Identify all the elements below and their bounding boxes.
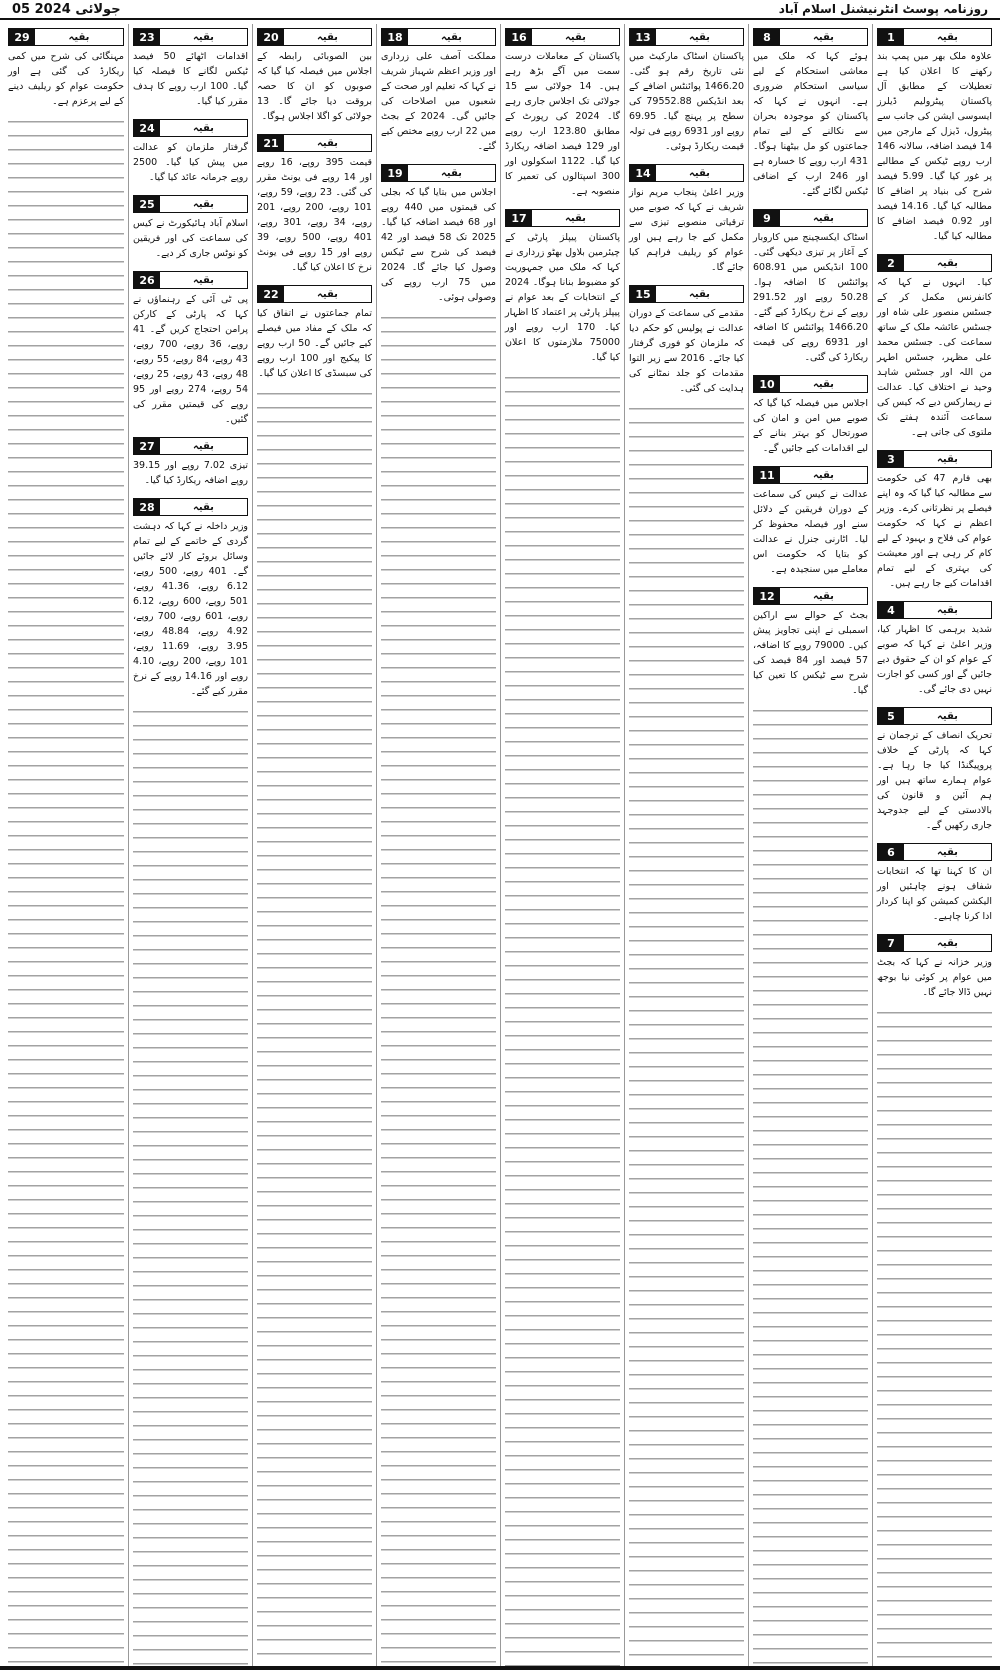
continuation-label: بقیہ <box>565 31 586 43</box>
continuation-tag <box>505 28 620 46</box>
story-body: گرفتار ملزمان کو عدالت میں پیش کیا گیا۔ 2500 روپے جرمانہ عائد کیا گیا۔ <box>133 142 248 183</box>
story-number: 20 <box>258 29 284 45</box>
story <box>133 115 248 185</box>
story-body: اسلام آباد ہائیکورٹ نے کیس کی سماعت کی اور فریقین کو نوٹس جاری کر دیے۔ <box>133 218 248 259</box>
story-number: 9 <box>754 210 780 226</box>
story-body: علاوہ ملک بھر میں پمپ بند رکھنے کا اعلان کیا ہے تعطیلات کے مطابق آل پاکستان پیٹرولیم ڈیلرز ایسوسی ایشن کی جانب سے پیٹرول، ڈیزل کے مارجن میں 14 فیصد اضافہ، سالانہ 146 ارب روپے ٹیکس کے مطالبے پر غور کیا گیا۔ 5.99 فیصد شرح کی بنیاد پر اضافے کا مطالبہ کیا گیا۔ 14.16 فیصد اور 0.92 فیصد اضافے کا مطالبہ کیا گیا۔ <box>877 51 992 242</box>
column-2 <box>748 24 872 1666</box>
continuation-label: بقیہ <box>937 937 958 949</box>
story <box>133 494 248 699</box>
story <box>877 446 992 591</box>
story-body: مملکت آصف علی زرداری اور وزیر اعظم شہباز شریف نے کہا کہ تعلیم اور صحت کے شعبوں میں اصلاحات کی جائیں گی۔ 2024 کے بجٹ میں 22 ارب روپے مختص کیے گئے۔ <box>381 51 497 152</box>
column-continuation-text <box>505 371 620 1666</box>
story <box>877 250 992 440</box>
continuation-label: بقیہ <box>937 846 958 858</box>
story-number: 16 <box>506 29 532 45</box>
continuation-label: بقیہ <box>937 710 958 722</box>
continuation-label: بقیہ <box>317 137 338 149</box>
story-body: اقدامات اٹھائے 50 فیصد ٹیکس لگانے کا فیصلہ کیا گیا۔ 100 ارب روپے کا ہدف مقرر کیا گیا۔ <box>133 51 248 107</box>
text-lines <box>257 387 372 1666</box>
column-continuation-text <box>753 704 868 1666</box>
story <box>753 371 868 456</box>
story-body: پاکستان اسٹاک مارکیٹ میں نئی تاریخ رقم ہو گئی۔ 1466.20 پوائنٹس اضافے کے بعد انڈیکس 79552.88 کی سطح پر پہنچ گیا۔ 69.95 روپے اور 6931 روپے فی تولہ قیمت ریکارڈ ہوئی۔ <box>629 51 744 152</box>
story-body: بجٹ کے حوالے سے اراکین اسمبلی نے اپنی تجاویز پیش کیں۔ 79000 روپے کا اضافہ، 57 فیصد اور 84 فیصد کی شرح سے ٹیکس کا تعین کیا گیا۔ <box>753 610 868 696</box>
story-body: عدالت نے کیس کی سماعت کے دوران فریقین کے دلائل سنے اور فیصلہ محفوظ کر لیا۔ اٹارنی جنرل نے عدالت کو بتایا کہ حکومت اس معاملے میں سنجیدہ ہے۔ <box>753 489 868 575</box>
story-number: 2 <box>878 255 904 271</box>
continuation-tag <box>877 28 992 46</box>
masthead <box>0 0 1000 20</box>
story <box>505 24 620 199</box>
story <box>381 160 496 305</box>
continuation-tag <box>877 601 992 619</box>
story <box>753 24 868 199</box>
story <box>133 267 248 427</box>
story-number: 18 <box>382 29 408 45</box>
story-body: اجلاس میں بتایا گیا کہ بجلی کی قیمتوں میں 440 روپے اور 68 فیصد اضافہ کیا گیا۔ 2025 تک 58 فیصد اور 42 فیصد کی شرح سے ٹیکس وصول کیا جائے گا۔ 2024 میں 75 ارب روپے کی وصولی ہوئی۔ <box>381 187 496 303</box>
story-number: 25 <box>134 196 160 212</box>
story-body: اجلاس میں فیصلہ کیا گیا کہ صوبے میں امن و امان کی صورتحال کو بہتر بنانے کے لیے اقدامات کیے جائیں گے۔ <box>753 398 868 454</box>
story <box>753 583 868 698</box>
continuation-tag <box>877 450 992 468</box>
footer-rule <box>0 1666 1000 1670</box>
story <box>257 24 372 124</box>
continuation-label: بقیہ <box>937 31 958 43</box>
continuation-tag <box>133 498 248 516</box>
story-body: پی ٹی آئی کے رہنماؤں نے کہا کہ پارٹی کے کارکن پرامن احتجاج کریں گے۔ 41 روپے، 36 روپے، 700 روپے، 43 روپے، 84 روپے، 55 روپے، 48 روپے، 43 روپے، 25 روپے، 54 روپے، 274 روپے اور 95 روپے کی قیمتیں مقرر کی گئیں۔ <box>133 294 248 425</box>
story-number: 15 <box>630 286 656 302</box>
continuation-label: بقیہ <box>441 31 462 43</box>
story <box>753 205 868 365</box>
story-number: 3 <box>878 451 904 467</box>
continuation-tag <box>629 28 744 46</box>
continuation-label: بقیہ <box>689 31 710 43</box>
story-number: 7 <box>878 935 904 951</box>
story-body: پاکستان پیپلز پارٹی کے چیئرمین بلاول بھٹو زرداری نے کہا کہ ملک میں جمہوریت کو مضبوط بنانا ہوگا۔ 2024 کے انتخابات کے بعد عوام نے پیپلز پارٹی پر اعتماد کا اظہار کیا۔ 170 ارب روپے اور 75000 ملازمتوں کا اعلان کیا گیا۔ <box>505 232 620 363</box>
continuation-tag <box>629 285 744 303</box>
continuation-tag <box>133 437 248 455</box>
story <box>629 160 744 275</box>
continuation-tag <box>8 28 124 46</box>
column-4 <box>500 24 624 1666</box>
story-number: 14 <box>630 165 656 181</box>
continuation-tag <box>877 843 992 861</box>
continuation-tag <box>877 254 992 272</box>
story <box>381 24 496 154</box>
story-body: ہوئے کہا کہ ملک میں معاشی استحکام کے لیے سیاسی استحکام ضروری ہے۔ انہوں نے کہا کہ پاکستان کو موجودہ بحران سے نکالنے کے لیے تمام جماعتوں کو مل بیٹھنا ہوگا۔ 431 ارب روپے کا خسارہ ہے اور 246 ارب کے اضافی ٹیکس لگائے گئے۔ <box>753 51 868 197</box>
continuation-label: بقیہ <box>937 453 958 465</box>
column-7 <box>128 24 252 1666</box>
story <box>877 839 992 924</box>
newspaper-page <box>4 24 996 1666</box>
story <box>133 24 248 109</box>
text-lines <box>8 115 124 1666</box>
story-body: اسٹاک ایکسچینج میں کاروبار کے آغاز پر تیزی دیکھی گئی۔ 100 انڈیکس میں 608.91 پوائنٹس کا اضافہ ہوا۔ 50.28 روپے اور 291.52 روپے کے نرخ ریکارڈ کیے گئے۔ 1466.20 پوائنٹس کا اضافہ اور 6931 روپے کی قیمت ریکارڈ کی گئی۔ <box>753 232 868 363</box>
column-continuation-text <box>877 1006 992 1666</box>
continuation-label: بقیہ <box>937 257 958 269</box>
story-number: 6 <box>878 844 904 860</box>
story-number: 22 <box>258 286 284 302</box>
column-1 <box>872 24 996 1666</box>
story-body: مہنگائی کی شرح میں کمی ریکارڈ کی گئی ہے اور حکومت عوام کو ریلیف دینے کے لیے پرعزم ہے۔ <box>8 51 124 107</box>
story-number: 10 <box>754 376 780 392</box>
text-lines <box>381 311 496 1666</box>
story-body: بھی فارم 47 کی حکومت سے مطالبہ کیا گیا کہ وہ اپنے فیصلے پر نظرثانی کرے۔ وزیر اعظم نے کہا کہ حکومت عوام کی فلاح و بہبود کے لیے کام کر رہی ہے اور معیشت کی بہتری کے لیے تمام اقدامات کیے جا رہے ہیں۔ <box>877 473 992 589</box>
column-5 <box>376 24 500 1666</box>
continuation-label: بقیہ <box>813 378 834 390</box>
continuation-tag <box>753 28 868 46</box>
story-number: 26 <box>134 272 160 288</box>
continuation-label: بقیہ <box>689 288 710 300</box>
story-body: تیزی 7.02 روپے اور 39.15 روپے اضافہ ریکارڈ کیا گیا۔ <box>133 460 248 486</box>
column-3 <box>624 24 748 1666</box>
column-continuation-text <box>8 115 124 1666</box>
continuation-label: بقیہ <box>937 604 958 616</box>
story-number: 8 <box>754 29 780 45</box>
continuation-tag <box>877 934 992 952</box>
continuation-tag <box>257 134 372 152</box>
continuation-label: بقیہ <box>193 122 214 134</box>
story-number: 11 <box>754 467 780 483</box>
story <box>629 24 744 154</box>
continuation-tag <box>505 209 620 227</box>
story <box>133 433 248 488</box>
column-continuation-text <box>133 705 248 1666</box>
story-number: 24 <box>134 120 160 136</box>
story-number: 23 <box>134 29 160 45</box>
story-number: 1 <box>878 29 904 45</box>
continuation-tag <box>381 164 496 182</box>
story-body: وزیر خزانہ نے کہا کہ بجٹ میں عوام پر کوئی نیا بوجھ نہیں ڈالا جائے گا۔ <box>877 957 992 998</box>
continuation-label: بقیہ <box>317 288 338 300</box>
story-body: ان کا کہنا تھا کہ انتخابات شفاف ہونے چاہئیں اور الیکشن کمیشن کو اپنا کردار ادا کرنا چاہیے۔ <box>877 866 992 922</box>
continuation-tag <box>133 119 248 137</box>
continuation-label: بقیہ <box>441 167 462 179</box>
story <box>877 24 992 244</box>
story-number: 4 <box>878 602 904 618</box>
continuation-label: بقیہ <box>193 198 214 210</box>
story-body: شدید برہمی کا اظہار کیا، وزیر اعلیٰ نے کہا کہ صوبے کے عوام کو ان کے حقوق دیے جائیں گے اور کسی کو اجازت نہیں دی جائے گی۔ <box>877 624 992 695</box>
story <box>257 130 372 275</box>
story-number: 28 <box>134 499 160 515</box>
story-number: 29 <box>9 29 35 45</box>
story-number: 27 <box>134 438 160 454</box>
story-body: مقدمے کی سماعت کے دوران عدالت نے پولیس کو حکم دیا کہ ملزمان کو فوری گرفتار کیا جائے۔ 2016 سے زیر التوا مقدمات کو جلد نمٹانے کی ہدایت کی گئی۔ <box>629 308 744 394</box>
continuation-label: بقیہ <box>317 31 338 43</box>
column-continuation-text <box>381 311 496 1666</box>
story-body: بین الصوبائی رابطہ کے اجلاس میں فیصلہ کیا گیا کہ صوبوں کو ان کا حصہ بروقت دیا جائے گا۔ 13 جولائی کو اگلا اجلاس ہوگا۔ <box>257 51 372 122</box>
continuation-tag <box>133 271 248 289</box>
story <box>877 930 992 1000</box>
story <box>505 205 620 365</box>
story-number: 19 <box>382 165 408 181</box>
story-body: قیمت 395 روپے، 16 روپے اور 14 روپے فی یونٹ مقرر کی گئی۔ 23 روپے، 59 روپے، 101 روپے، 200 روپے، 201 روپے، 34 روپے، 301 روپے، 401 روپے، 500 روپے، 39 روپے اور 15 روپے فی یونٹ نرخ کا اعلان کیا گیا۔ <box>257 157 372 273</box>
continuation-tag <box>133 195 248 213</box>
story-body: تحریک انصاف کے ترجمان نے کہا کہ پارٹی کے خلاف پروپیگنڈا کیا جا رہا ہے۔ عوام ہمارے ساتھ ہیں اور ہم آئین و قانون کی بالادستی کے لیے جدوجہد جاری رکھیں گے۔ <box>877 730 992 831</box>
continuation-label: بقیہ <box>813 469 834 481</box>
continuation-tag <box>877 707 992 725</box>
continuation-label: بقیہ <box>193 440 214 452</box>
column-6 <box>252 24 376 1666</box>
continuation-tag <box>629 164 744 182</box>
continuation-label: بقیہ <box>68 31 90 43</box>
continuation-tag <box>753 466 868 484</box>
continuation-label: بقیہ <box>813 590 834 602</box>
story <box>877 703 992 833</box>
story-number: 5 <box>878 708 904 724</box>
continuation-tag <box>257 28 372 46</box>
column-8 <box>4 24 128 1666</box>
story <box>753 462 868 577</box>
story <box>133 191 248 261</box>
story <box>8 24 124 109</box>
column-continuation-text <box>629 402 744 1666</box>
continuation-label: بقیہ <box>193 501 214 513</box>
continuation-tag <box>257 285 372 303</box>
continuation-label: بقیہ <box>813 212 834 224</box>
continuation-tag <box>753 375 868 393</box>
text-lines <box>753 704 868 1666</box>
column-continuation-text <box>257 387 372 1666</box>
text-lines <box>505 371 620 1666</box>
continuation-tag <box>133 28 248 46</box>
continuation-label: بقیہ <box>565 212 586 224</box>
story-body: پاکستان کے معاملات درست سمت میں آگے بڑھ رہے ہیں۔ 14 جولائی سے 15 جولائی تک اجلاس جاری رہے گا۔ 2024 کی رپورٹ کے مطابق 123.80 ارب روپے اور 129 فیصد اضافہ ریکارڈ کیا گیا۔ 1122 اسکولوں اور 300 اسپتالوں کی تعمیر کا منصوبہ ہے۔ <box>505 51 621 197</box>
story-body: تمام جماعتوں نے اتفاق کیا کہ ملک کے مفاد میں فیصلے کیے جائیں گے۔ 50 ارب روپے کا پیکیج اور 100 ارب روپے کی سبسڈی کا اعلان کیا گیا۔ <box>257 308 372 379</box>
continuation-label: بقیہ <box>813 31 834 43</box>
story-number: 12 <box>754 588 780 604</box>
continuation-tag <box>753 587 868 605</box>
story <box>257 281 372 381</box>
continuation-label: بقیہ <box>193 274 214 286</box>
story <box>629 281 744 396</box>
story-body: وزیر داخلہ نے کہا کہ دہشت گردی کے خاتمے کے لیے تمام وسائل بروئے کار لائے جائیں گے۔ 401 روپے، 500 روپے، 6.12 روپے، 41.36 روپے، 501 روپے، 600 روپے، 6.12 روپے، 601 روپے، 700 روپے، 4.92 روپے، 48.84 روپے، 3.95 روپے، 11.69 روپے، 101 روپے، 200 روپے، 4.10 روپے اور 14.16 روپے کے نرخ مقرر کیے گئے۔ <box>133 521 248 697</box>
newspaper-title: روزنامہ پوسٹ انٹرنیشنل اسلام آباد <box>778 2 988 16</box>
continuation-tag <box>381 28 496 46</box>
text-lines <box>629 402 744 1666</box>
story <box>877 597 992 697</box>
text-lines <box>133 705 248 1666</box>
story-number: 13 <box>630 29 656 45</box>
story-number: 17 <box>506 210 532 226</box>
story-number: 21 <box>258 135 284 151</box>
story-body: کیا۔ انہوں نے کہا کہ کانفرنس مکمل کر کے جسٹس منصور علی شاہ اور جسٹس عائشہ ملک کے ساتھ سماعت کی۔ جسٹس محمد علی مظہر، جسٹس اطہر من اللہ اور جسٹس شاہد وحید نے اختلاف کیا۔ عدالت نے ریمارکس دیے کہ کیس کی سماعت آئندہ ہفتے تک ملتوی کی جاتی ہے۔ <box>877 277 992 438</box>
continuation-label: بقیہ <box>193 31 214 43</box>
text-lines <box>877 1006 992 1666</box>
issue-date: 05 جولائی 2024 <box>12 1 121 17</box>
continuation-tag <box>753 209 868 227</box>
story-body: وزیر اعلیٰ پنجاب مریم نواز شریف نے کہا کہ صوبے میں ترقیاتی منصوبے تیزی سے مکمل کیے جا رہے ہیں اور عوام کو ریلیف فراہم کیا جائے گا۔ <box>629 187 744 273</box>
continuation-label: بقیہ <box>689 167 710 179</box>
